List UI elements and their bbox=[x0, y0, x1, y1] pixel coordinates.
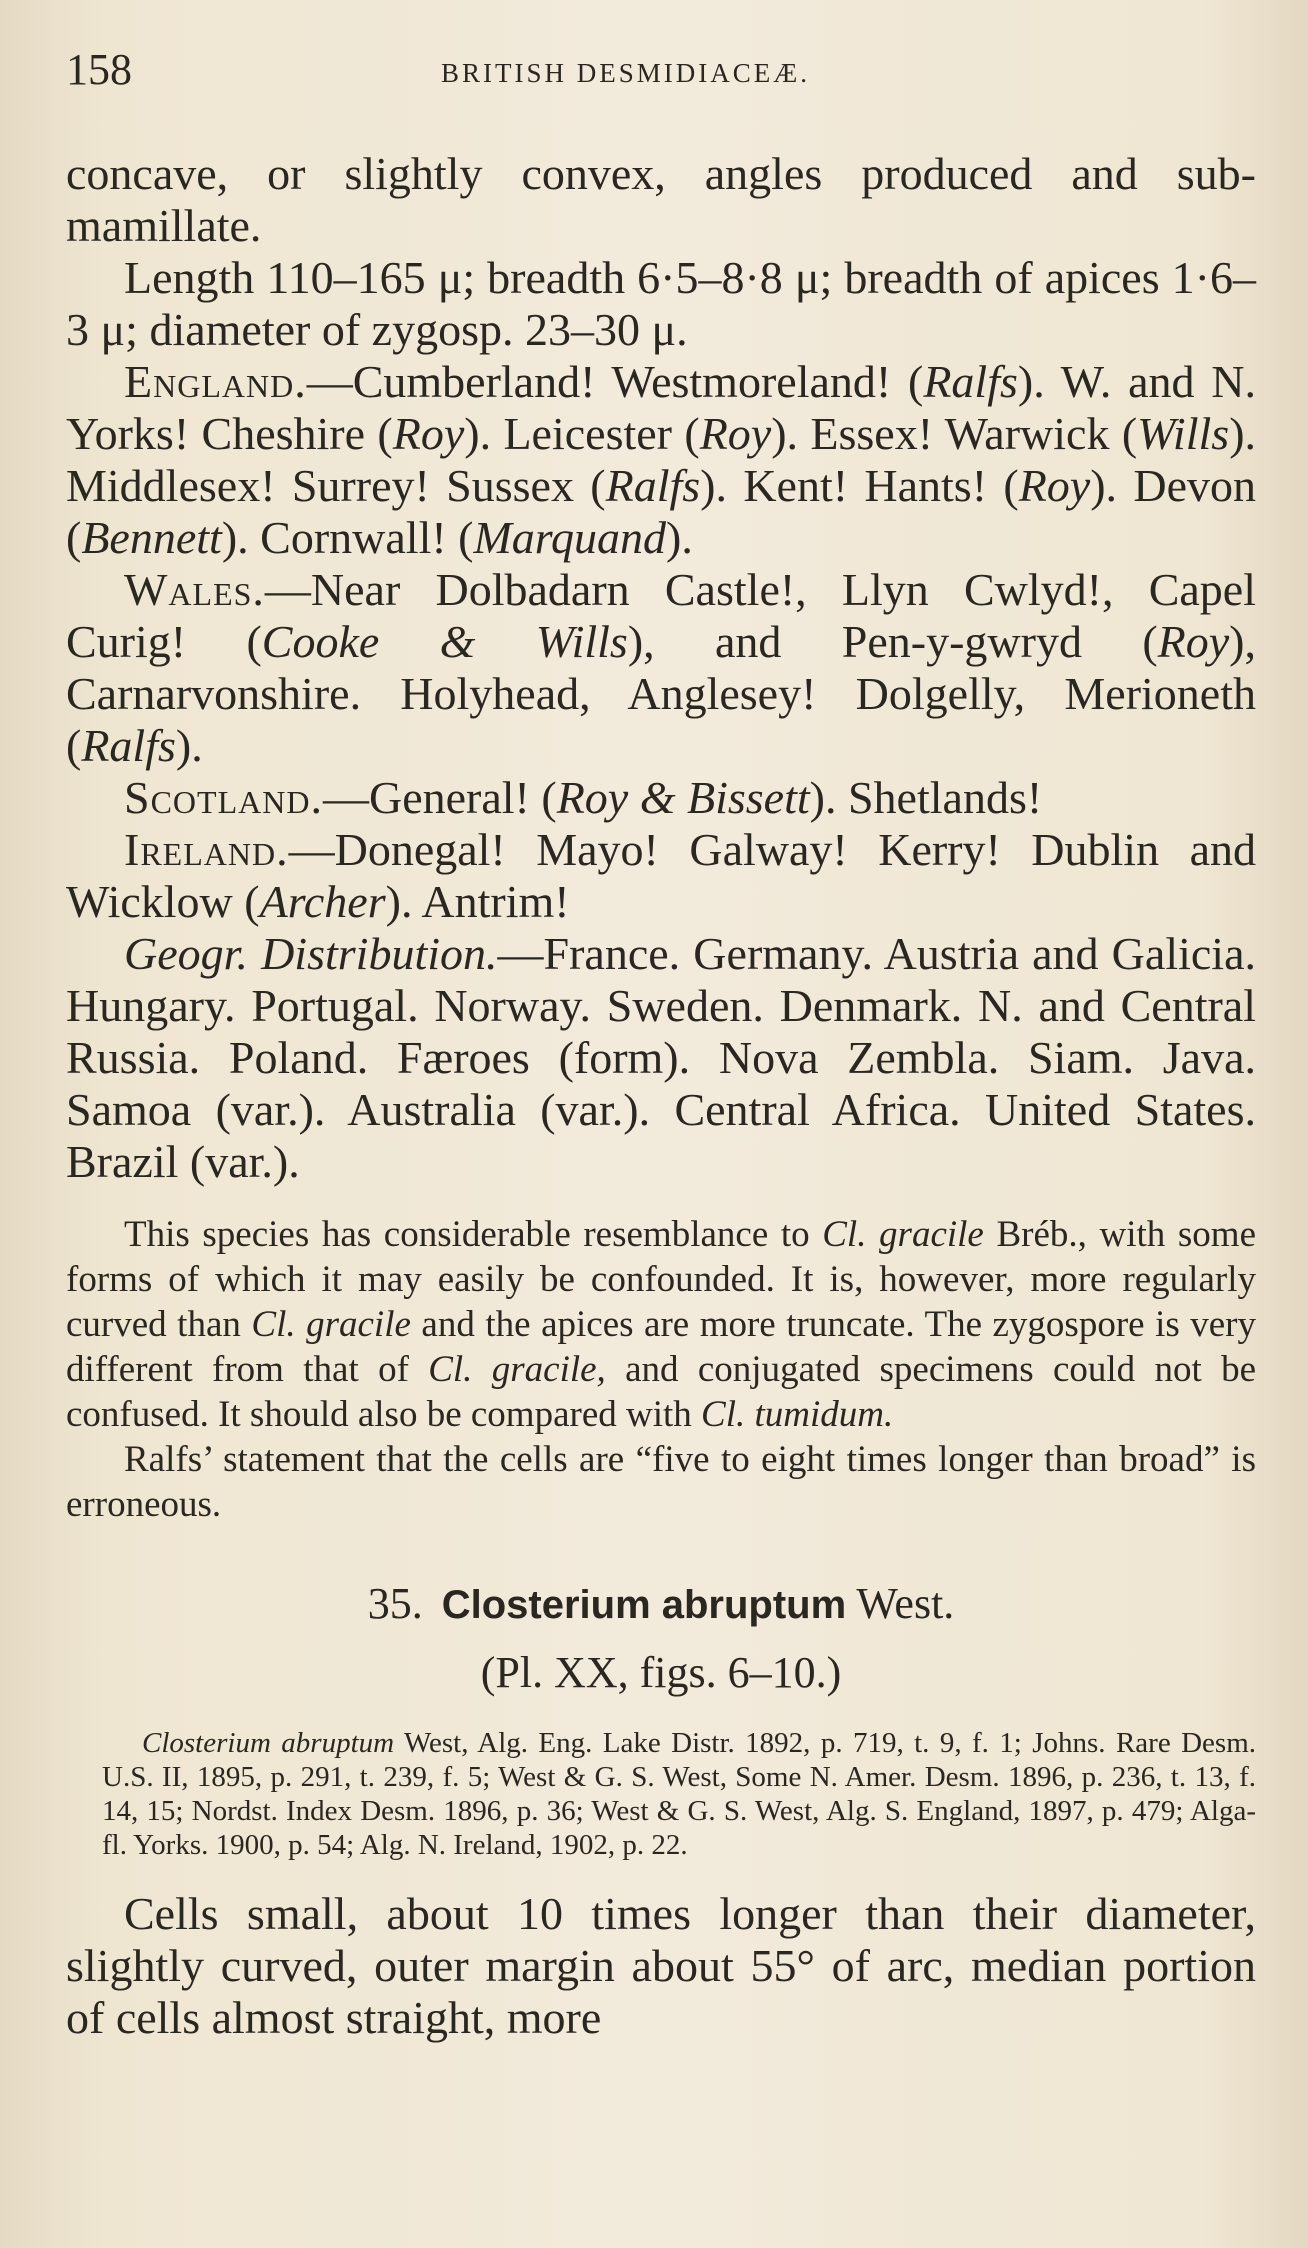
england-label: England. bbox=[124, 356, 307, 407]
collector-name: Roy bbox=[699, 408, 772, 459]
collector-name: Wills bbox=[1137, 408, 1230, 459]
ireland-text: ). Antrim! bbox=[385, 876, 570, 927]
continuation-paragraph: concave, or slightly convex, angles produced and sub-mamillate. bbox=[66, 148, 1256, 251]
note-text: and conjugated specimens could not be confused. It should also be compared with bbox=[66, 1349, 1257, 1435]
comparison-note bbox=[66, 1212, 1256, 1437]
taxon-name: Cl. tumidum. bbox=[701, 1394, 894, 1435]
scotland-label: Scotland. bbox=[124, 772, 323, 823]
collector-name: Bennett bbox=[81, 512, 222, 563]
reference-text: West, Alg. Eng. Lake Distr. 1892, p. 719, t. 9, f. 1; Johns. Rare Desm. U.S. II, 1895, p. 291, t. 239, f. 5; West & G. S. West, Some N. Amer. Desm. 1896, p. 236, t. 13, f. 14, 15; Nordst. Index Desm. 1896, p. 36; West & G. S. West, Alg. S. England, 1897, p. 479; Alga-fl. Yorks. 1900, p. 54; Alg. N. Ireland, 1902, p. 22. bbox=[102, 1727, 1256, 1861]
bibliography-references bbox=[66, 1726, 1256, 1862]
scotland-text: ). Shetlands! bbox=[809, 772, 1043, 823]
england-text: ). Leicester ( bbox=[464, 408, 700, 459]
england-text: ). Cornwall! ( bbox=[221, 512, 474, 563]
measurements-paragraph: Length 110–165 μ; breadth 6·5–8·8 μ; breadth of apices 1·6–3 μ; diameter of zygosp. 23–30 μ. bbox=[66, 252, 1256, 355]
wales-label: Wales. bbox=[124, 564, 265, 615]
collector-name: Roy & Bissett bbox=[556, 772, 810, 823]
page-number: 158 bbox=[66, 45, 132, 94]
notes-block bbox=[66, 1212, 1256, 1527]
species-name: Closterium abruptum bbox=[441, 1583, 847, 1627]
england-text: ). bbox=[666, 512, 693, 563]
ireland-label: Ireland. bbox=[124, 824, 289, 875]
england-records bbox=[66, 356, 1256, 564]
reference-taxon: Closterium abruptum bbox=[142, 1727, 395, 1759]
england-text: ). Essex! Warwick ( bbox=[771, 408, 1138, 459]
distribution-paragraph bbox=[66, 928, 1256, 1188]
species-heading bbox=[66, 1577, 1256, 1632]
plate-reference: (Pl. XX, figs. 6–10.) bbox=[480, 1648, 842, 1697]
collector-name: Roy bbox=[1157, 616, 1230, 667]
england-text: ). Middlesex! Surrey! Sussex ( bbox=[66, 408, 1257, 511]
collector-name: Roy bbox=[1018, 460, 1091, 511]
collector-name: Cooke & Wills bbox=[261, 616, 628, 667]
collector-name: Archer bbox=[259, 876, 386, 927]
taxon-name: Cl. gracile bbox=[822, 1214, 984, 1255]
species-description: Cells small, about 10 times longer than their diameter, slightly curved, outer margin about 55° of arc, median portion of cells almost straight, more bbox=[66, 1888, 1256, 2043]
note-text: This species has considerable resemblance to bbox=[124, 1214, 823, 1255]
england-text: ). Devon ( bbox=[66, 460, 1256, 563]
collector-name: Roy bbox=[392, 408, 465, 459]
scotland-text: —General! ( bbox=[322, 772, 557, 823]
ralfs-note: Ralfs’ statement that the cells are “five to eight times longer than broad” is erroneous. bbox=[66, 1439, 1256, 1525]
wales-records bbox=[66, 564, 1256, 772]
taxon-name: Cl. gracile, bbox=[428, 1349, 606, 1390]
wales-text: ). bbox=[175, 720, 203, 771]
note-text: and the apices are more truncate. The zygospore is very different from that of bbox=[66, 1304, 1257, 1390]
species-author: West. bbox=[856, 1579, 955, 1628]
species-number: 35. bbox=[367, 1579, 423, 1628]
england-text: ). Kent! Hants! ( bbox=[700, 460, 1019, 511]
collector-name: Ralfs bbox=[81, 720, 176, 771]
england-text: —Cumberland! Westmoreland! ( bbox=[306, 356, 924, 407]
scotland-records bbox=[66, 772, 1256, 824]
england-text: ). W. and N. Yorks! Cheshire ( bbox=[66, 356, 1256, 459]
note-text: Bréb., with some forms of which it may easily be confounded. It is, however, more regularly curved than bbox=[66, 1214, 1256, 1345]
taxon-name: Cl. gracile bbox=[251, 1304, 411, 1345]
ireland-text: —Donegal! Mayo! Galway! Kerry! Dublin and Wicklow ( bbox=[66, 824, 1256, 927]
wales-text: ), and Pen-y-gwryd ( bbox=[627, 616, 1158, 667]
distribution-label: Geogr. Distribution. bbox=[124, 928, 498, 979]
ireland-records bbox=[66, 824, 1256, 928]
page-body bbox=[66, 148, 1256, 2044]
collector-name: Ralfs bbox=[605, 460, 701, 511]
page-header bbox=[66, 44, 1246, 104]
wales-text: —Near Dolbadarn Castle!, Llyn Cwlyd!, Capel Curig! ( bbox=[66, 564, 1256, 667]
distribution-text: —France. Germany. Austria and Galicia. Hungary. Portugal. Norway. Sweden. Denmark. N. and Central Russia. Poland. Færoes (form). Nova Zembla. Siam. Java. Samoa (var.). Australia (var.). Central Africa. United States. Brazil (var.). bbox=[66, 928, 1256, 1187]
collector-name: Ralfs bbox=[923, 356, 1018, 407]
collector-name: Marquand bbox=[473, 512, 666, 563]
wales-text: ), Carnarvonshire. Holyhead, Anglesey! Dolgelly, Merioneth ( bbox=[66, 616, 1256, 771]
running-head: BRITISH DESMIDIACEÆ. bbox=[441, 58, 811, 88]
